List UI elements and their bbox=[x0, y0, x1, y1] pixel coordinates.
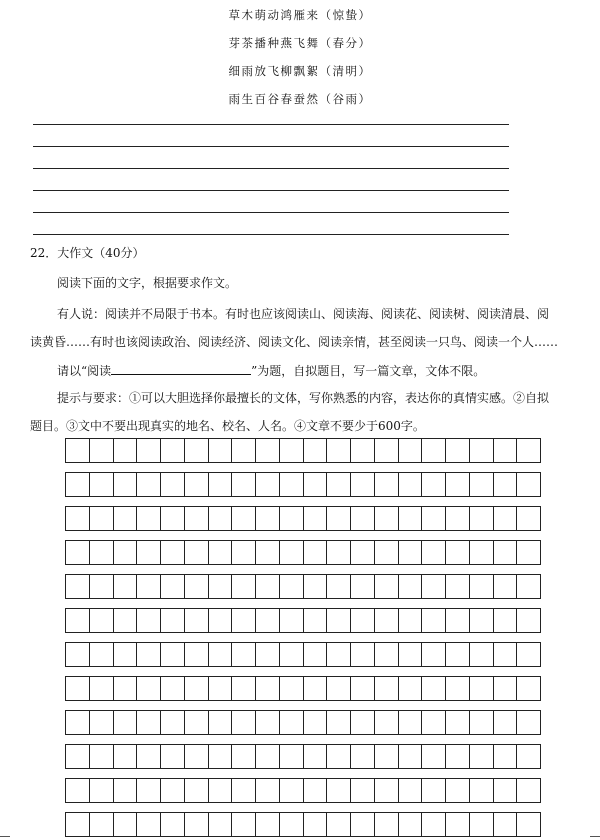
grid-cell[interactable] bbox=[494, 677, 518, 700]
grid-cell[interactable] bbox=[351, 473, 375, 496]
grid-cell[interactable] bbox=[446, 507, 470, 530]
grid-cell[interactable] bbox=[114, 507, 138, 530]
requirements-line-2: 题目。③文中不要出现真实的地名、校名、人名。④文章不要少于600字。 bbox=[30, 419, 425, 433]
grid-row[interactable] bbox=[65, 574, 541, 599]
answer-line[interactable] bbox=[33, 212, 509, 213]
grid-cell[interactable] bbox=[256, 507, 280, 530]
grid-cell[interactable] bbox=[256, 813, 280, 836]
grid-cell[interactable] bbox=[66, 575, 90, 598]
grid-cell[interactable] bbox=[375, 541, 399, 564]
grid-cell[interactable] bbox=[351, 711, 375, 734]
grid-cell[interactable] bbox=[399, 541, 423, 564]
grid-cell[interactable] bbox=[66, 473, 90, 496]
grid-cell[interactable] bbox=[256, 677, 280, 700]
grid-cell[interactable] bbox=[66, 439, 90, 462]
grid-cell[interactable] bbox=[375, 643, 399, 666]
grid-cell[interactable] bbox=[375, 813, 399, 836]
grid-cell[interactable] bbox=[446, 541, 470, 564]
grid-cell[interactable] bbox=[327, 439, 351, 462]
grid-cell[interactable] bbox=[90, 677, 114, 700]
grid-cell[interactable] bbox=[375, 745, 399, 768]
grid-cell[interactable] bbox=[185, 473, 209, 496]
grid-cell[interactable] bbox=[327, 473, 351, 496]
grid-cell[interactable] bbox=[470, 541, 494, 564]
grid-cell[interactable] bbox=[327, 643, 351, 666]
grid-cell[interactable] bbox=[494, 507, 518, 530]
grid-cell[interactable] bbox=[399, 779, 423, 802]
grid-cell[interactable] bbox=[327, 507, 351, 530]
grid-cell[interactable] bbox=[256, 473, 280, 496]
grid-cell[interactable] bbox=[399, 609, 423, 632]
grid-cell[interactable] bbox=[137, 813, 161, 836]
grid-cell[interactable] bbox=[304, 541, 328, 564]
grid-cell[interactable] bbox=[399, 643, 423, 666]
grid-cell[interactable] bbox=[185, 439, 209, 462]
grid-row[interactable] bbox=[65, 676, 541, 701]
grid-cell[interactable] bbox=[137, 711, 161, 734]
grid-cell[interactable] bbox=[351, 439, 375, 462]
grid-cell[interactable] bbox=[280, 575, 304, 598]
grid-cell[interactable] bbox=[90, 711, 114, 734]
grid-cell[interactable] bbox=[161, 575, 185, 598]
grid-cell[interactable] bbox=[399, 473, 423, 496]
question-number: 22．大作文（40分） bbox=[30, 246, 145, 260]
grid-cell[interactable] bbox=[470, 711, 494, 734]
grid-cell[interactable] bbox=[114, 439, 138, 462]
grid-cell[interactable] bbox=[494, 439, 518, 462]
grid-cell[interactable] bbox=[256, 643, 280, 666]
grid-cell[interactable] bbox=[137, 575, 161, 598]
grid-cell[interactable] bbox=[256, 711, 280, 734]
grid-cell[interactable] bbox=[90, 643, 114, 666]
grid-cell[interactable] bbox=[66, 779, 90, 802]
grid-cell[interactable] bbox=[90, 779, 114, 802]
grid-cell[interactable] bbox=[137, 541, 161, 564]
grid-cell[interactable] bbox=[280, 779, 304, 802]
grid-cell[interactable] bbox=[422, 677, 446, 700]
grid-cell[interactable] bbox=[161, 677, 185, 700]
grid-cell[interactable] bbox=[422, 473, 446, 496]
grid-row[interactable] bbox=[65, 506, 541, 531]
grid-row[interactable] bbox=[65, 778, 541, 803]
grid-cell[interactable] bbox=[209, 745, 233, 768]
grid-cell[interactable] bbox=[209, 609, 233, 632]
grid-cell[interactable] bbox=[422, 813, 446, 836]
grid-cell[interactable] bbox=[470, 813, 494, 836]
grid-cell[interactable] bbox=[90, 609, 114, 632]
grid-cell[interactable] bbox=[304, 473, 328, 496]
grid-cell[interactable] bbox=[304, 439, 328, 462]
grid-cell[interactable] bbox=[517, 779, 541, 802]
grid-cell[interactable] bbox=[280, 609, 304, 632]
grid-cell[interactable] bbox=[327, 575, 351, 598]
grid-cell[interactable] bbox=[209, 541, 233, 564]
grid-cell[interactable] bbox=[66, 813, 90, 836]
grid-cell[interactable] bbox=[161, 439, 185, 462]
grid-cell[interactable] bbox=[375, 507, 399, 530]
grid-cell[interactable] bbox=[304, 507, 328, 530]
grid-cell[interactable] bbox=[470, 609, 494, 632]
grid-cell[interactable] bbox=[304, 779, 328, 802]
grid-cell[interactable] bbox=[304, 643, 328, 666]
grid-cell[interactable] bbox=[137, 643, 161, 666]
grid-cell[interactable] bbox=[232, 473, 256, 496]
grid-cell[interactable] bbox=[446, 643, 470, 666]
grid-cell[interactable] bbox=[90, 541, 114, 564]
answer-line[interactable] bbox=[33, 190, 509, 191]
grid-cell[interactable] bbox=[375, 677, 399, 700]
grid-cell[interactable] bbox=[304, 575, 328, 598]
grid-cell[interactable] bbox=[422, 745, 446, 768]
grid-cell[interactable] bbox=[399, 507, 423, 530]
grid-row[interactable] bbox=[65, 608, 541, 633]
grid-cell[interactable] bbox=[304, 745, 328, 768]
poem-line-1: 草木萌动鸿雁来（惊蛰） bbox=[228, 8, 372, 22]
poem-line-4: 雨生百谷春蚕然（谷雨） bbox=[228, 92, 372, 106]
grid-cell[interactable] bbox=[114, 813, 138, 836]
grid-cell[interactable] bbox=[351, 575, 375, 598]
grid-cell[interactable] bbox=[351, 745, 375, 768]
grid-cell[interactable] bbox=[399, 575, 423, 598]
grid-cell[interactable] bbox=[351, 643, 375, 666]
grid-cell[interactable] bbox=[256, 575, 280, 598]
requirements-line-1: 提示与要求：①可以大胆选择你最擅长的文体，写你熟悉的内容，表达你的真情实感。②自拟 bbox=[57, 391, 550, 405]
answer-line[interactable] bbox=[33, 168, 509, 169]
answer-line[interactable] bbox=[33, 124, 509, 125]
grid-cell[interactable] bbox=[327, 779, 351, 802]
grid-cell[interactable] bbox=[517, 745, 541, 768]
grid-cell[interactable] bbox=[280, 677, 304, 700]
grid-cell[interactable] bbox=[185, 541, 209, 564]
grid-cell[interactable] bbox=[66, 507, 90, 530]
grid-cell[interactable] bbox=[304, 609, 328, 632]
grid-cell[interactable] bbox=[209, 575, 233, 598]
grid-cell[interactable] bbox=[399, 813, 423, 836]
grid-cell[interactable] bbox=[209, 473, 233, 496]
grid-cell[interactable] bbox=[256, 439, 280, 462]
grid-cell[interactable] bbox=[399, 711, 423, 734]
grid-cell[interactable] bbox=[422, 643, 446, 666]
grid-cell[interactable] bbox=[304, 677, 328, 700]
answer-line[interactable] bbox=[33, 234, 509, 235]
grid-cell[interactable] bbox=[161, 609, 185, 632]
grid-cell[interactable] bbox=[161, 507, 185, 530]
grid-row[interactable] bbox=[65, 812, 541, 837]
grid-cell[interactable] bbox=[161, 779, 185, 802]
grid-cell[interactable] bbox=[375, 609, 399, 632]
grid-cell[interactable] bbox=[185, 745, 209, 768]
grid-cell[interactable] bbox=[161, 541, 185, 564]
grid-cell[interactable] bbox=[351, 507, 375, 530]
grid-cell[interactable] bbox=[209, 507, 233, 530]
grid-cell[interactable] bbox=[232, 813, 256, 836]
grid-cell[interactable] bbox=[137, 745, 161, 768]
grid-cell[interactable] bbox=[280, 439, 304, 462]
grid-cell[interactable] bbox=[375, 439, 399, 462]
grid-cell[interactable] bbox=[494, 473, 518, 496]
grid-cell[interactable] bbox=[66, 711, 90, 734]
grid-row[interactable] bbox=[65, 744, 541, 769]
poem-line-3: 细雨放飞柳飘絮（清明） bbox=[228, 64, 372, 78]
grid-cell[interactable] bbox=[185, 609, 209, 632]
grid-cell[interactable] bbox=[66, 677, 90, 700]
grid-cell[interactable] bbox=[209, 779, 233, 802]
title-instruction bbox=[57, 362, 485, 379]
title-blank[interactable] bbox=[111, 362, 251, 375]
grid-cell[interactable] bbox=[517, 711, 541, 734]
grid-cell[interactable] bbox=[517, 677, 541, 700]
grid-cell[interactable] bbox=[137, 609, 161, 632]
grid-cell[interactable] bbox=[517, 813, 541, 836]
title-suffix: ”为题，自拟题目，写一篇文章，文体不限。 bbox=[251, 364, 486, 378]
grid-cell[interactable] bbox=[375, 711, 399, 734]
grid-cell[interactable] bbox=[446, 779, 470, 802]
grid-cell[interactable] bbox=[517, 609, 541, 632]
grid-cell[interactable] bbox=[137, 507, 161, 530]
grid-cell[interactable] bbox=[209, 813, 233, 836]
grid-cell[interactable] bbox=[446, 745, 470, 768]
grid-cell[interactable] bbox=[494, 643, 518, 666]
grid-cell[interactable] bbox=[185, 677, 209, 700]
grid-cell[interactable] bbox=[209, 711, 233, 734]
grid-cell[interactable] bbox=[351, 677, 375, 700]
grid-cell[interactable] bbox=[422, 779, 446, 802]
grid-cell[interactable] bbox=[66, 541, 90, 564]
grid-cell[interactable] bbox=[114, 745, 138, 768]
grid-cell[interactable] bbox=[327, 711, 351, 734]
grid-cell[interactable] bbox=[90, 473, 114, 496]
page-edge-mark bbox=[0, 836, 10, 837]
grid-cell[interactable] bbox=[280, 473, 304, 496]
grid-row[interactable] bbox=[65, 540, 541, 565]
grid-cell[interactable] bbox=[351, 779, 375, 802]
grid-cell[interactable] bbox=[446, 677, 470, 700]
grid-cell[interactable] bbox=[232, 745, 256, 768]
grid-cell[interactable] bbox=[422, 609, 446, 632]
grid-cell[interactable] bbox=[232, 711, 256, 734]
grid-cell[interactable] bbox=[114, 643, 138, 666]
grid-cell[interactable] bbox=[375, 779, 399, 802]
grid-cell[interactable] bbox=[470, 677, 494, 700]
grid-cell[interactable] bbox=[161, 745, 185, 768]
grid-cell[interactable] bbox=[137, 779, 161, 802]
grid-cell[interactable] bbox=[185, 507, 209, 530]
grid-cell[interactable] bbox=[280, 745, 304, 768]
grid-cell[interactable] bbox=[232, 643, 256, 666]
grid-cell[interactable] bbox=[232, 507, 256, 530]
grid-cell[interactable] bbox=[114, 541, 138, 564]
prompt-para-line-1: 有人说：阅读并不局限于书本。有时也应该阅读山、阅读海、阅读花、阅读树、阅读清晨、阅 bbox=[57, 307, 550, 321]
grid-cell[interactable] bbox=[446, 609, 470, 632]
grid-cell[interactable] bbox=[517, 439, 541, 462]
grid-cell[interactable] bbox=[494, 609, 518, 632]
grid-row[interactable] bbox=[65, 438, 541, 463]
grid-cell[interactable] bbox=[327, 609, 351, 632]
grid-cell[interactable] bbox=[232, 439, 256, 462]
grid-cell[interactable] bbox=[517, 541, 541, 564]
grid-row[interactable] bbox=[65, 642, 541, 667]
grid-cell[interactable] bbox=[517, 575, 541, 598]
grid-cell[interactable] bbox=[256, 609, 280, 632]
grid-cell[interactable] bbox=[446, 473, 470, 496]
grid-cell[interactable] bbox=[304, 813, 328, 836]
grid-cell[interactable] bbox=[327, 541, 351, 564]
grid-cell[interactable] bbox=[90, 507, 114, 530]
grid-cell[interactable] bbox=[114, 711, 138, 734]
grid-cell[interactable] bbox=[517, 507, 541, 530]
grid-cell[interactable] bbox=[327, 677, 351, 700]
answer-line[interactable] bbox=[33, 146, 509, 147]
grid-cell[interactable] bbox=[66, 643, 90, 666]
grid-cell[interactable] bbox=[137, 473, 161, 496]
grid-cell[interactable] bbox=[161, 643, 185, 666]
grid-cell[interactable] bbox=[232, 779, 256, 802]
grid-cell[interactable] bbox=[351, 541, 375, 564]
composition-grid[interactable] bbox=[65, 438, 541, 840]
grid-cell[interactable] bbox=[90, 575, 114, 598]
grid-cell[interactable] bbox=[327, 745, 351, 768]
grid-cell[interactable] bbox=[280, 507, 304, 530]
grid-cell[interactable] bbox=[114, 677, 138, 700]
grid-cell[interactable] bbox=[114, 609, 138, 632]
grid-cell[interactable] bbox=[66, 609, 90, 632]
grid-cell[interactable] bbox=[470, 745, 494, 768]
grid-cell[interactable] bbox=[470, 643, 494, 666]
grid-cell[interactable] bbox=[185, 711, 209, 734]
grid-cell[interactable] bbox=[232, 575, 256, 598]
grid-cell[interactable] bbox=[304, 711, 328, 734]
grid-cell[interactable] bbox=[114, 779, 138, 802]
grid-cell[interactable] bbox=[256, 779, 280, 802]
grid-cell[interactable] bbox=[470, 439, 494, 462]
grid-cell[interactable] bbox=[161, 473, 185, 496]
grid-cell[interactable] bbox=[209, 643, 233, 666]
grid-cell[interactable] bbox=[232, 677, 256, 700]
grid-cell[interactable] bbox=[399, 439, 423, 462]
grid-cell[interactable] bbox=[209, 677, 233, 700]
instruction-text: 阅读下面的文字，根据要求作文。 bbox=[57, 276, 238, 290]
page-edge-mark bbox=[590, 836, 600, 837]
title-prefix: 请以“阅读 bbox=[57, 364, 112, 378]
grid-row[interactable] bbox=[65, 710, 541, 735]
grid-cell[interactable] bbox=[446, 711, 470, 734]
grid-cell[interactable] bbox=[446, 813, 470, 836]
grid-cell[interactable] bbox=[66, 745, 90, 768]
grid-cell[interactable] bbox=[399, 745, 423, 768]
grid-cell[interactable] bbox=[517, 473, 541, 496]
grid-cell[interactable] bbox=[90, 745, 114, 768]
grid-cell[interactable] bbox=[422, 711, 446, 734]
grid-cell[interactable] bbox=[280, 813, 304, 836]
grid-cell[interactable] bbox=[351, 609, 375, 632]
grid-cell[interactable] bbox=[470, 473, 494, 496]
grid-cell[interactable] bbox=[422, 507, 446, 530]
grid-cell[interactable] bbox=[185, 575, 209, 598]
grid-cell[interactable] bbox=[470, 575, 494, 598]
poem-line-2: 芽茶播种燕飞舞（春分） bbox=[228, 36, 372, 50]
grid-cell[interactable] bbox=[90, 813, 114, 836]
grid-cell[interactable] bbox=[327, 813, 351, 836]
grid-cell[interactable] bbox=[494, 813, 518, 836]
grid-cell[interactable] bbox=[422, 575, 446, 598]
grid-cell[interactable] bbox=[470, 779, 494, 802]
grid-cell[interactable] bbox=[256, 541, 280, 564]
grid-cell[interactable] bbox=[351, 813, 375, 836]
grid-cell[interactable] bbox=[185, 813, 209, 836]
grid-cell[interactable] bbox=[114, 575, 138, 598]
grid-cell[interactable] bbox=[446, 575, 470, 598]
grid-cell[interactable] bbox=[446, 439, 470, 462]
grid-cell[interactable] bbox=[517, 643, 541, 666]
grid-cell[interactable] bbox=[256, 745, 280, 768]
grid-cell[interactable] bbox=[494, 541, 518, 564]
grid-cell[interactable] bbox=[137, 439, 161, 462]
grid-cell[interactable] bbox=[232, 541, 256, 564]
grid-cell[interactable] bbox=[494, 711, 518, 734]
prompt-para-line-2: 读黄昏……有时也该阅读政治、阅读经济、阅读文化、阅读亲情，甚至阅读一只鸟、阅读一个人…… bbox=[30, 335, 559, 349]
grid-cell[interactable] bbox=[280, 643, 304, 666]
grid-cell[interactable] bbox=[90, 439, 114, 462]
grid-cell[interactable] bbox=[280, 711, 304, 734]
grid-cell[interactable] bbox=[494, 779, 518, 802]
grid-row[interactable] bbox=[65, 472, 541, 497]
grid-cell[interactable] bbox=[399, 677, 423, 700]
grid-cell[interactable] bbox=[422, 439, 446, 462]
grid-cell[interactable] bbox=[375, 575, 399, 598]
grid-cell[interactable] bbox=[161, 711, 185, 734]
grid-cell[interactable] bbox=[209, 439, 233, 462]
grid-cell[interactable] bbox=[232, 609, 256, 632]
grid-cell[interactable] bbox=[161, 813, 185, 836]
grid-cell[interactable] bbox=[280, 541, 304, 564]
grid-cell[interactable] bbox=[494, 745, 518, 768]
grid-cell[interactable] bbox=[185, 643, 209, 666]
grid-cell[interactable] bbox=[114, 473, 138, 496]
grid-cell[interactable] bbox=[185, 779, 209, 802]
grid-cell[interactable] bbox=[470, 507, 494, 530]
grid-cell[interactable] bbox=[137, 677, 161, 700]
grid-cell[interactable] bbox=[422, 541, 446, 564]
grid-cell[interactable] bbox=[494, 575, 518, 598]
grid-cell[interactable] bbox=[375, 473, 399, 496]
